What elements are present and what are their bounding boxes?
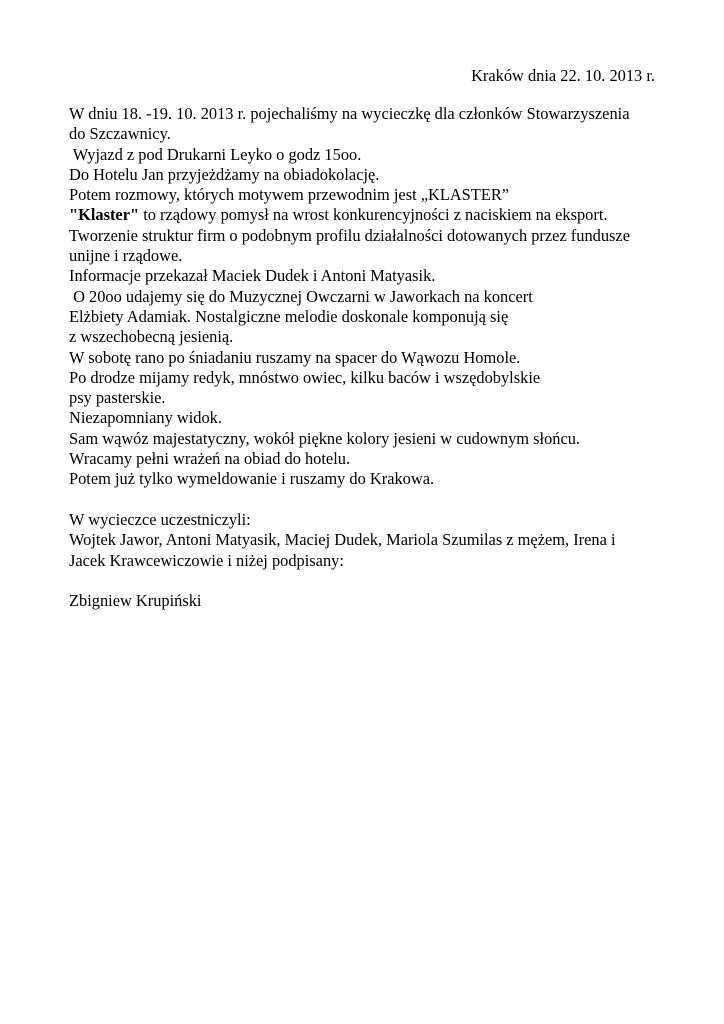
- text-line: Po drodze mijamy redyk, mnóstwo owiec, kilku baców i wszędobylskie: [69, 367, 541, 387]
- text-line: do Szczawnicy.: [69, 124, 171, 144]
- text-line: Sam wąwóz majestatyczny, wokół piękne kolory jesieni w cudownym słońcu.: [69, 428, 581, 448]
- text-line: Potem rozmowy, których motywem przewodnim jest „KLASTER”: [69, 185, 510, 205]
- text-line: z wszechobecną jesienią.: [69, 327, 234, 347]
- text-line: Niezapomniany widok.: [69, 408, 222, 428]
- klaster-line: [69, 205, 669, 225]
- text-line: Informacje przekazał Maciek Dudek i Antoni Matyasik.: [69, 266, 436, 286]
- text-line: O 20oo udajemy się do Muzycznej Owczarni w Jaworkach na koncert: [69, 286, 533, 306]
- document-date: Kraków dnia 22. 10. 2013 r.: [471, 66, 655, 85]
- text-line: Potem już tylko wymeldowanie i ruszamy do Krakowa.: [69, 469, 435, 489]
- text-line: psy pasterskie.: [69, 388, 166, 408]
- text-line: Do Hotelu Jan przyjeżdżamy na obiadokolację.: [69, 164, 380, 184]
- signature: Zbigniew Krupiński: [69, 591, 202, 611]
- text-line: Wracamy pełni wrażeń na obiad do hotelu.: [69, 449, 351, 469]
- text-line: W sobotę rano po śniadaniu ruszamy na spacer do Wąwozu Homole.: [69, 347, 521, 367]
- text-line: W dniu 18. -19. 10. 2013 r. pojechaliśmy na wycieczkę dla członków Stowarzyszenia: [69, 104, 630, 123]
- klaster-definition: to rządowy pomysł na wrost konkurencyjności z naciskiem na eksport.: [139, 205, 608, 225]
- text-line: Elżbiety Adamiak. Nostalgiczne melodie doskonale komponują się: [69, 306, 509, 326]
- participants-heading: W wycieczce uczestniczyli:: [69, 509, 251, 529]
- participants-list: Wojtek Jawor, Antoni Matyasik, Maciej Dudek, Mariola Szumilas z mężem, Irena i: [69, 530, 616, 550]
- paragraph-gap: [69, 490, 669, 510]
- paragraph-gap: [69, 571, 669, 591]
- text-line: Wyjazd z pod Drukarni Leyko o godz 15oo.: [69, 144, 362, 164]
- text-line: Tworzenie struktur firm o podobnym profilu działalności dotowanych przez fundusze: [69, 225, 630, 245]
- document-body: [69, 104, 669, 611]
- klaster-bold-term: "Klaster": [69, 205, 140, 225]
- text-line: unijne i rządowe.: [69, 246, 183, 266]
- participants-list: Jacek Krawcewiczowie i niżej podpisany:: [69, 550, 344, 570]
